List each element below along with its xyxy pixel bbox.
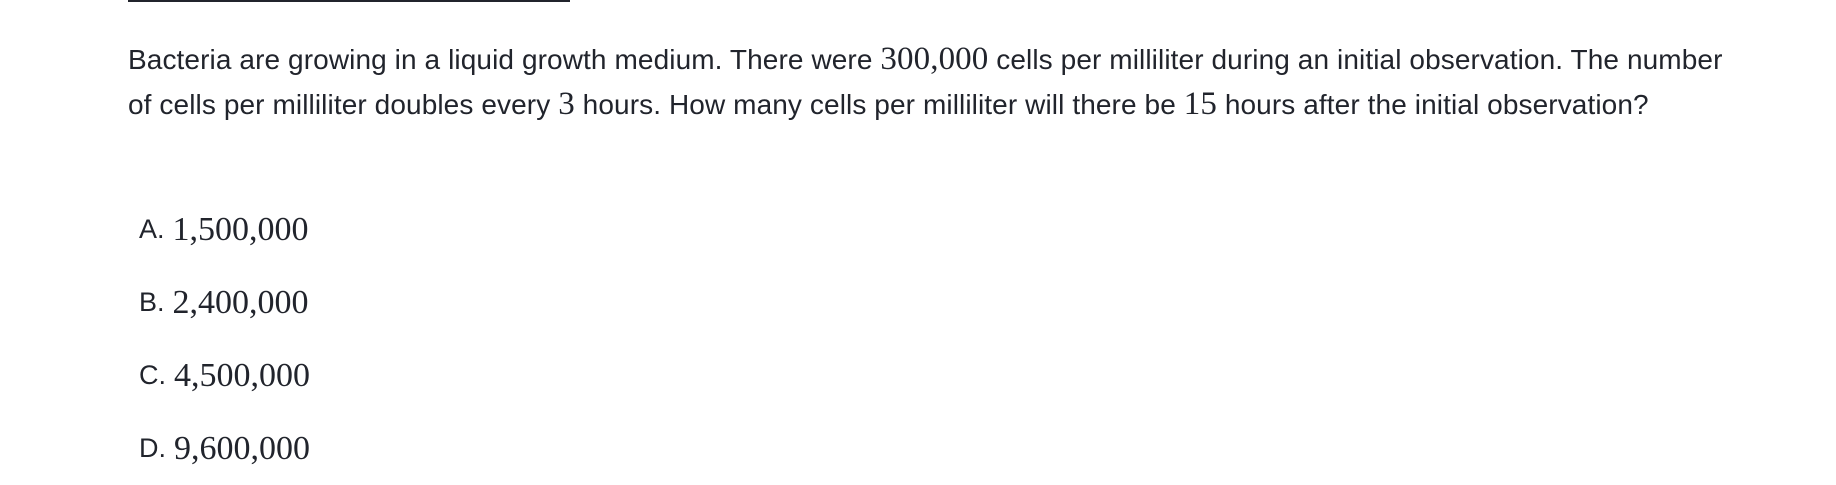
choice-c-value: 4,500,000 <box>174 356 310 394</box>
choice-c-letter: C. <box>139 360 166 390</box>
choice-d-letter: D. <box>139 433 166 463</box>
choice-a-value: 1,500,000 <box>172 210 309 248</box>
question-part-1: Bacteria are growing in a liquid growth medium. There were <box>128 44 881 75</box>
doubling-hours: 3 <box>558 86 575 122</box>
question-text <box>128 37 1728 127</box>
choice-a-letter: A. <box>139 214 165 244</box>
question-part-2: cells per milliliter during an initial observation. The number of cells per milliliter doubles every <box>128 44 1723 120</box>
answer-choices <box>139 193 310 485</box>
choice-b-letter: B. <box>139 287 165 317</box>
choice-d[interactable] <box>139 412 310 485</box>
question-part-4: hours after the initial observation? <box>1216 89 1649 120</box>
choice-a[interactable] <box>139 193 310 266</box>
choice-b[interactable] <box>139 266 310 339</box>
question-part-3: hours. How many cells per milliliter will there be <box>574 89 1184 120</box>
choice-c[interactable] <box>139 339 310 412</box>
elapsed-hours: 15 <box>1183 86 1217 122</box>
choice-d-value: 9,600,000 <box>174 429 310 467</box>
initial-count: 300,000 <box>880 41 989 77</box>
choice-b-value: 2,400,000 <box>172 283 309 321</box>
top-divider <box>128 0 570 2</box>
